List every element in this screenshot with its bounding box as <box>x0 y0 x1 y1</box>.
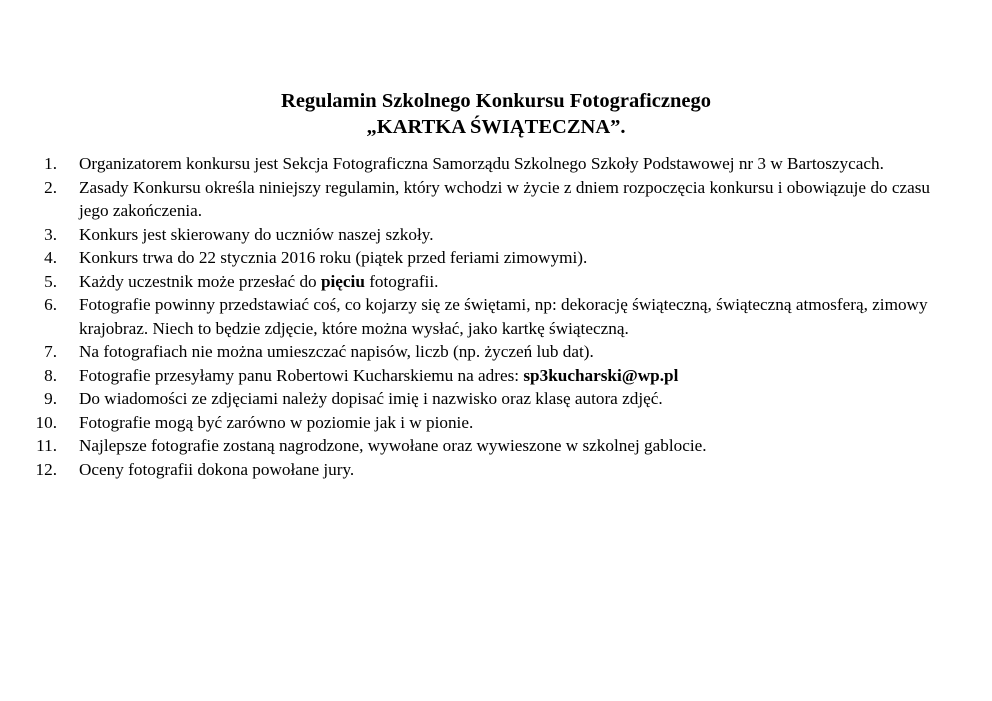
rule-text-bold-run: sp3kucharski@wp.pl <box>523 365 679 385</box>
rule-item <box>0 387 992 411</box>
rule-text <box>79 413 473 432</box>
rule-number: 4. <box>44 248 57 267</box>
rule-text-run: Najlepsze fotografie zostaną nagrodzone, wywołane oraz wywieszone w szkolnej gablocie. <box>79 436 707 455</box>
rules-list <box>0 152 992 481</box>
rule-number: 7. <box>44 342 57 361</box>
rule-text <box>79 154 884 173</box>
rule-text <box>79 366 678 385</box>
rule-text-run: Fotografie powinny przedstawiać coś, co kojarzy się ze świętami, np: dekorację świąteczną, świąteczną atmosferą, zimowy krajobraz. Niech to będzie zdjęcie, które można wysłać, jako kartkę świąteczną. <box>79 295 928 338</box>
rule-item <box>0 411 992 435</box>
rule-text-run: Oceny fotografii dokona powołane jury. <box>79 459 355 479</box>
rule-number: 8. <box>44 365 57 385</box>
rule-text-run: Każdy uczestnik może przesłać do <box>79 271 321 291</box>
rule-number: 5. <box>44 271 57 291</box>
rule-text <box>79 225 434 244</box>
rule-text-run: Konkurs trwa do 22 stycznia 2016 roku (piątek przed feriami zimowymi). <box>79 248 588 267</box>
rule-text <box>79 342 594 361</box>
rule-text-run: Organizatorem konkursu jest Sekcja Fotograficzna Samorządu Szkolnego Szkoły Podstawowej nr 3 w Bartoszycach. <box>79 154 884 173</box>
rule-text-run: Do wiadomości ze zdjęciami należy dopisać imię i nazwisko oraz klasę autora zdjęć. <box>79 389 663 408</box>
rule-text <box>79 460 354 479</box>
rule-item <box>0 364 992 388</box>
rule-text-run: Fotografie mogą być zarówno w poziomie jak i w pionie. <box>79 412 474 432</box>
rule-item <box>0 223 992 247</box>
rule-number: 3. <box>44 224 57 244</box>
rule-text <box>79 295 928 338</box>
rule-item <box>0 340 992 364</box>
rule-text-bold-run: pięciu <box>320 271 365 291</box>
rule-item <box>0 293 992 340</box>
rule-item <box>0 458 992 482</box>
rule-text <box>79 248 587 267</box>
rule-item <box>0 270 992 294</box>
rule-number: 6. <box>44 295 57 314</box>
rule-number: 9. <box>44 389 57 408</box>
rule-text <box>79 436 707 455</box>
rule-item <box>0 246 992 270</box>
rule-item <box>0 176 992 223</box>
rule-text-run: Konkurs jest skierowany do uczniów naszej szkoły. <box>79 224 434 244</box>
rule-text <box>79 389 663 408</box>
rule-text-run: fotografii. <box>364 271 439 291</box>
rule-number: 12. <box>35 459 57 479</box>
rule-number: 11. <box>36 436 57 455</box>
rule-number: 2. <box>44 177 57 197</box>
rule-text-run: Zasady Konkursu określa niniejszy regulamin, który wchodzi w życie z dniem rozpoczęcia konkursu i obowiązuje do czasu jego zakończenia. <box>79 177 930 220</box>
rule-item <box>0 152 992 176</box>
title-line-2: „KARTKA ŚWIĄTECZNA”. <box>366 116 626 138</box>
rule-text <box>79 178 930 221</box>
document-title <box>0 88 992 140</box>
title-line-1: Regulamin Szkolnego Konkursu Fotograficznego <box>281 90 711 112</box>
rule-item <box>0 434 992 458</box>
rule-number: 10. <box>35 412 57 432</box>
rule-text <box>79 272 438 291</box>
rule-text-run: Na fotografiach nie można umieszczać napisów, liczb (np. życzeń lub dat). <box>79 342 594 361</box>
rule-number: 1. <box>44 154 57 173</box>
rule-text-run: Fotografie przesyłamy panu Robertowi Kucharskiemu na adres: <box>79 365 524 385</box>
